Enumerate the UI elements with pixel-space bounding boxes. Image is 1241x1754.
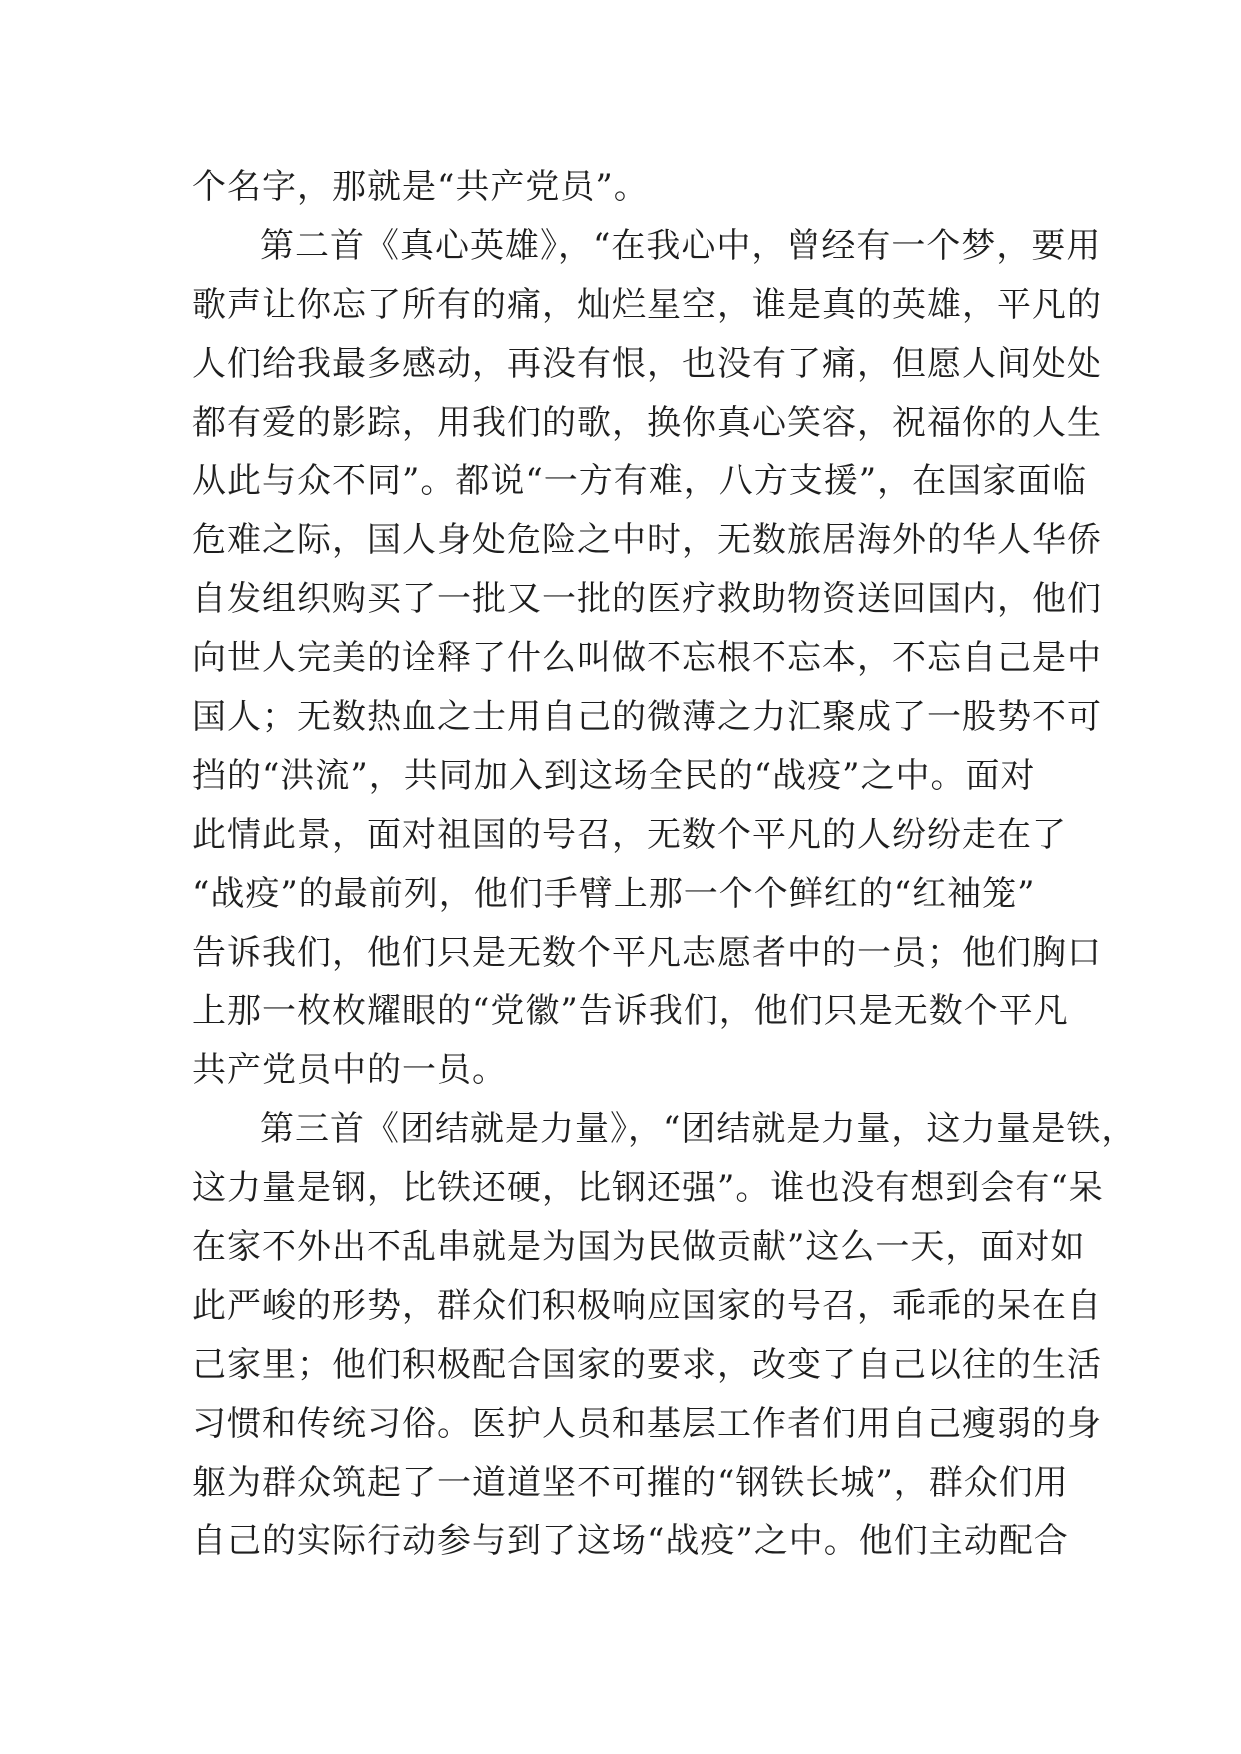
text-line: 这力量是钢，比铁还硬，比钢还强”。谁也没有想到会有“呆 — [192, 1168, 1104, 1209]
text-line: 都有爱的影踪，用我们的歌，换你真心笑容，祝福你的人生 — [192, 402, 1102, 443]
text-line: 挡的“洪流”，共同加入到这场全民的“战疫”之中。面对 — [192, 755, 1036, 796]
text-line: 自己的实际行动参与到了这场“战疫”之中。他们主动配合 — [192, 1521, 1069, 1562]
text-line: 共产党员中的一员。 — [192, 1050, 507, 1091]
text-line: 个名字，那就是“共产党员”。 — [192, 167, 649, 207]
text-line: 国人；无数热血之士用自己的微薄之力汇聚成了一股势不可 — [192, 697, 1102, 738]
text-line: 习惯和传统习俗。医护人员和基层工作者们用自己瘦弱的身 — [192, 1403, 1102, 1444]
text-line: 躯为群众筑起了一道道坚不可摧的“钢铁长城”，群众们用 — [192, 1462, 1069, 1503]
text-line: 人们给我最多感动，再没有恨，也没有了痛，但愿人间处处 — [192, 343, 1102, 384]
paragraph-start-line: 第三首《团结就是力量》，“团结就是力量，这力量是铁， — [260, 1109, 1137, 1150]
text-line: 危难之际，国人身处危险之中时，无数旅居海外的华人华侨 — [192, 520, 1102, 561]
text-line: 己家里；他们积极配合国家的要求，改变了自己以往的生活 — [192, 1344, 1102, 1385]
text-line: 从此与众不同”。都说“一方有难，八方支援”，在国家面临 — [192, 461, 1088, 502]
text-line: 向世人完美的诠释了什么叫做不忘根不忘本，不忘自己是中 — [192, 638, 1102, 679]
text-line: “战疫”的最前列，他们手臂上那一个个鲜红的“红袖笼” — [192, 873, 1036, 914]
text-line: 自发组织购买了一批又一批的医疗救助物资送回国内，他们 — [192, 579, 1102, 620]
text-line: 在家不外出不乱串就是为国为民做贡献”这么一天，面对如 — [192, 1227, 1086, 1268]
text-line: 上那一枚枚耀眼的“党徽”告诉我们，他们只是无数个平凡 — [192, 991, 1069, 1032]
text-line: 歌声让你忘了所有的痛，灿烂星空，谁是真的英雄，平凡的 — [192, 284, 1102, 325]
paragraph-start-line: 第二首《真心英雄》，“在我心中，曾经有一个梦，要用 — [260, 225, 1102, 266]
body-text — [192, 158, 1137, 1571]
text-line: 此严峻的形势，群众们积极响应国家的号召，乖乖的呆在自 — [192, 1285, 1102, 1326]
text-line: 告诉我们，他们只是无数个平凡志愿者中的一员；他们胸口 — [192, 932, 1102, 973]
text-line: 此情此景，面对祖国的号召，无数个平凡的人纷纷走在了 — [192, 814, 1067, 855]
